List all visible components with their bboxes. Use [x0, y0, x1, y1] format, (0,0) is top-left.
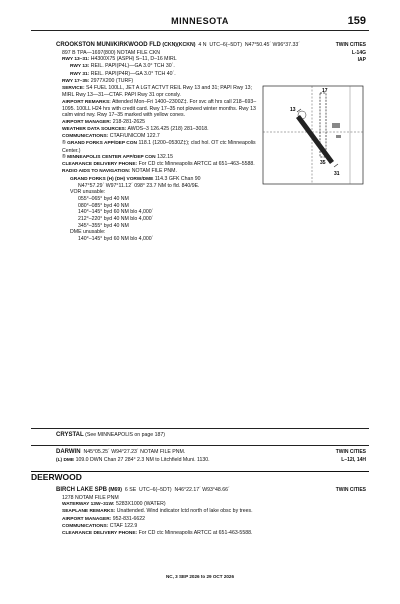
navaid-text: NOTAM FILE PNM. [131, 168, 177, 175]
rwy1331-label: RWY 13–31: [62, 57, 90, 63]
header-rule [31, 30, 369, 31]
runway-label-17: 17 [322, 88, 328, 94]
service-text: S4 FUEL 100LL, JET A LGT ACTVT REIL Rwy 13 and 31; PAPI Rwy 13; MIRL Rwy 13—31—CTAF. PAPI Rwy 31 opr consly. [62, 84, 252, 98]
vor-unusable-item: 055°–065° byd 40 NM [78, 196, 129, 203]
birch-lake-name: BIRCH LAKE SPB [56, 487, 108, 493]
vor-unusable-item: 140°–145° byd 60 NM blo 4,000´ [78, 209, 154, 216]
airport-distance: 4 N [198, 42, 207, 48]
darwin-name: DARWIN [56, 449, 81, 455]
msp-text: 132.15 [157, 154, 173, 161]
navaid-label: RADIO AIDS TO NAVIGATION: [62, 169, 131, 175]
airport-diagram [262, 85, 364, 185]
clearance-label: CLEARANCE DELIVERY PHONE: [62, 162, 138, 168]
airport-ids: (CKN)(KCKN) [162, 42, 196, 48]
birch-lake-elevation: 1278 NOTAM FILE PNM [62, 494, 119, 501]
vor-label: GRAND FORKS (H) (DH) VORW/DME [70, 176, 154, 182]
seaplane-remarks-label: SEAPLANE REMARKS: [62, 509, 116, 515]
comm-text: CTAF/UNICOM 122.7 [109, 133, 160, 140]
vor-unusable-item: 345°–355° byd 40 NM [78, 222, 129, 229]
runway-label-13: 13 [290, 107, 296, 113]
birch-lake-utc: UTC–6(–5DT) [139, 487, 172, 493]
birch-clearance-text: For CD ctc Minneapolis ARTCC at 651-463-5588. [138, 529, 253, 536]
airport-elevation-line: 897 B TPA—1697(800) NOTAM FILE CKN [62, 49, 161, 56]
waterway-text: 5283X1000 (WATER) [115, 501, 166, 508]
runway-label-35: 35 [320, 160, 326, 166]
weather-text: AWOS–3 126.425 (218) 281–3018. [127, 126, 209, 133]
birch-lake-entry [56, 487, 253, 537]
clearance-text: For CD ctc Minneapolis ARTCC at 651–463–5588. [138, 161, 255, 168]
seaplane-remarks-text: Unattended. Wind indicator lctd north of lake obsc by trees. [116, 508, 253, 515]
birch-manager-text: 952-831-6622 [112, 515, 146, 522]
rwy1735-text: 2977X200 (TURF) [90, 77, 134, 84]
rwy13-label: RWY 13: [70, 64, 90, 70]
birch-manager-label: AIRPORT MANAGER: [62, 516, 112, 522]
crystal-reference: (See MINNEAPOLIS on page 187) [85, 432, 165, 438]
manager-text: 218-281-2625 [112, 119, 146, 126]
remarks-label: AIRPORT REMARKS: [62, 99, 111, 105]
vor-unusable-item: 080°–085° byd 40 NM [78, 202, 129, 209]
page-number: 159 [347, 15, 366, 27]
birch-comm-text: CTAF 122.9 [109, 522, 138, 529]
airport-name: CROOKSTON MUNI/KIRKWOOD FLD [56, 42, 161, 48]
right-note-1: TWIN CITIES [335, 487, 366, 493]
airport-coords: N47°50.45´ W96°37.33´ [244, 42, 301, 48]
dme-unusable-label: DME unusable: [70, 229, 106, 236]
darwin-dme-label: (L) DME [56, 457, 75, 463]
rwy31-label: RWY 31: [70, 71, 90, 77]
rwy1331-text: H4300X75 (ASPH) S–11, D–16 MIRL [90, 56, 177, 63]
right-note-3: IAP [357, 57, 366, 63]
right-note-2: L-14G [351, 49, 366, 56]
vor-unusable-item: 212°–220° byd 40 NM blo 4,000´ [78, 215, 154, 222]
dme-unusable-item: 140°–145° byd 60 NM blo 4,000´ [78, 235, 154, 242]
darwin-line1: N45°05.25´ W94°27.23´ NOTAM FILE PNM. [83, 449, 186, 455]
birch-comm-label: COMMUNICATIONS: [62, 523, 109, 529]
effective-dates-footer: NC, 3 SEP 2026 to 29 OCT 2026 [165, 574, 235, 579]
manager-label: AIRPORT MANAGER: [62, 120, 112, 126]
rwy31-text: REIL. PAPI(P4R)—GA 3.0° TCH 40´. [90, 70, 176, 77]
gfk-text: 118.1 (1200–0530Z‡); clsd hol. OT ctc Minneapolis Center.) [62, 140, 256, 154]
vor-unusable-label: VOR unusable: [70, 189, 106, 196]
approach-control-icon: ® [62, 154, 66, 161]
remarks-text: Attended Mon–Fri 1400–2300Z‡. For svc aft hrs call 218–693–1095. 100LL H24 hrs with credit card. Rwy 17–35 not plowed winter months. Rwy 13 calm wind rwy. Rwy 17–35 marked with yellow cones. [62, 98, 257, 119]
vor-coords: N47°57.29´ W97°11.12´ 098° 23.7 NM to fld. 840/9E. [78, 182, 200, 189]
birch-clearance-label: CLEARANCE DELIVERY PHONE: [62, 530, 138, 536]
crookston-chart-refs [336, 42, 366, 65]
rwy1735-label: RWY 17–35: [62, 78, 90, 84]
deerwood-chart-refs [336, 487, 366, 495]
airport-utc: UTC–6(–5DT) [209, 42, 242, 48]
gfk-label: GRAND FORKS APP/DEP CON [67, 141, 137, 147]
crystal-entry [56, 432, 165, 440]
deerwood-heading: DEERWOOD [31, 472, 82, 482]
right-note-1: TWIN CITIES [335, 449, 366, 455]
state-heading: MINNESOTA [171, 16, 229, 26]
right-note-1: TWIN CITIES [335, 42, 366, 48]
separator [31, 428, 369, 429]
runway-13-31 [296, 115, 334, 164]
weather-label: WEATHER DATA SOURCES: [62, 127, 127, 133]
msp-label: MINNEAPOLIS CENTER APP/DEP CON [67, 155, 156, 161]
darwin-entry [56, 449, 210, 464]
darwin-line2: 109.0 DWN Chan 27 284° 2.3 NM to Litchfield Muni. 1130. [75, 456, 210, 463]
service-label: SERVICE: [62, 85, 85, 91]
apron [332, 123, 340, 128]
runway-label-31: 31 [334, 171, 340, 177]
birch-lake-coords: N46°22.17´ W93°48.66´ [174, 487, 230, 493]
waterway-label: WATERWAY 13W–31W: [62, 502, 115, 508]
birch-lake-ids: (M69) [108, 487, 123, 493]
separator [31, 445, 369, 446]
comm-label: COMMUNICATIONS: [62, 134, 109, 140]
birch-lake-distance: 6 SE [124, 487, 137, 493]
darwin-chart-refs [336, 449, 366, 464]
crystal-name: CRYSTAL [56, 432, 84, 438]
rwy13-text: REIL. PAPI(P4L)—GA 3.0° TCH 30´. [90, 63, 175, 70]
approach-control-icon: ® [62, 140, 66, 147]
right-note-2: L–12I, 14H [341, 456, 366, 463]
hangar [336, 135, 341, 138]
vor-text: 114.3 GFK Chan 90 [154, 175, 201, 182]
